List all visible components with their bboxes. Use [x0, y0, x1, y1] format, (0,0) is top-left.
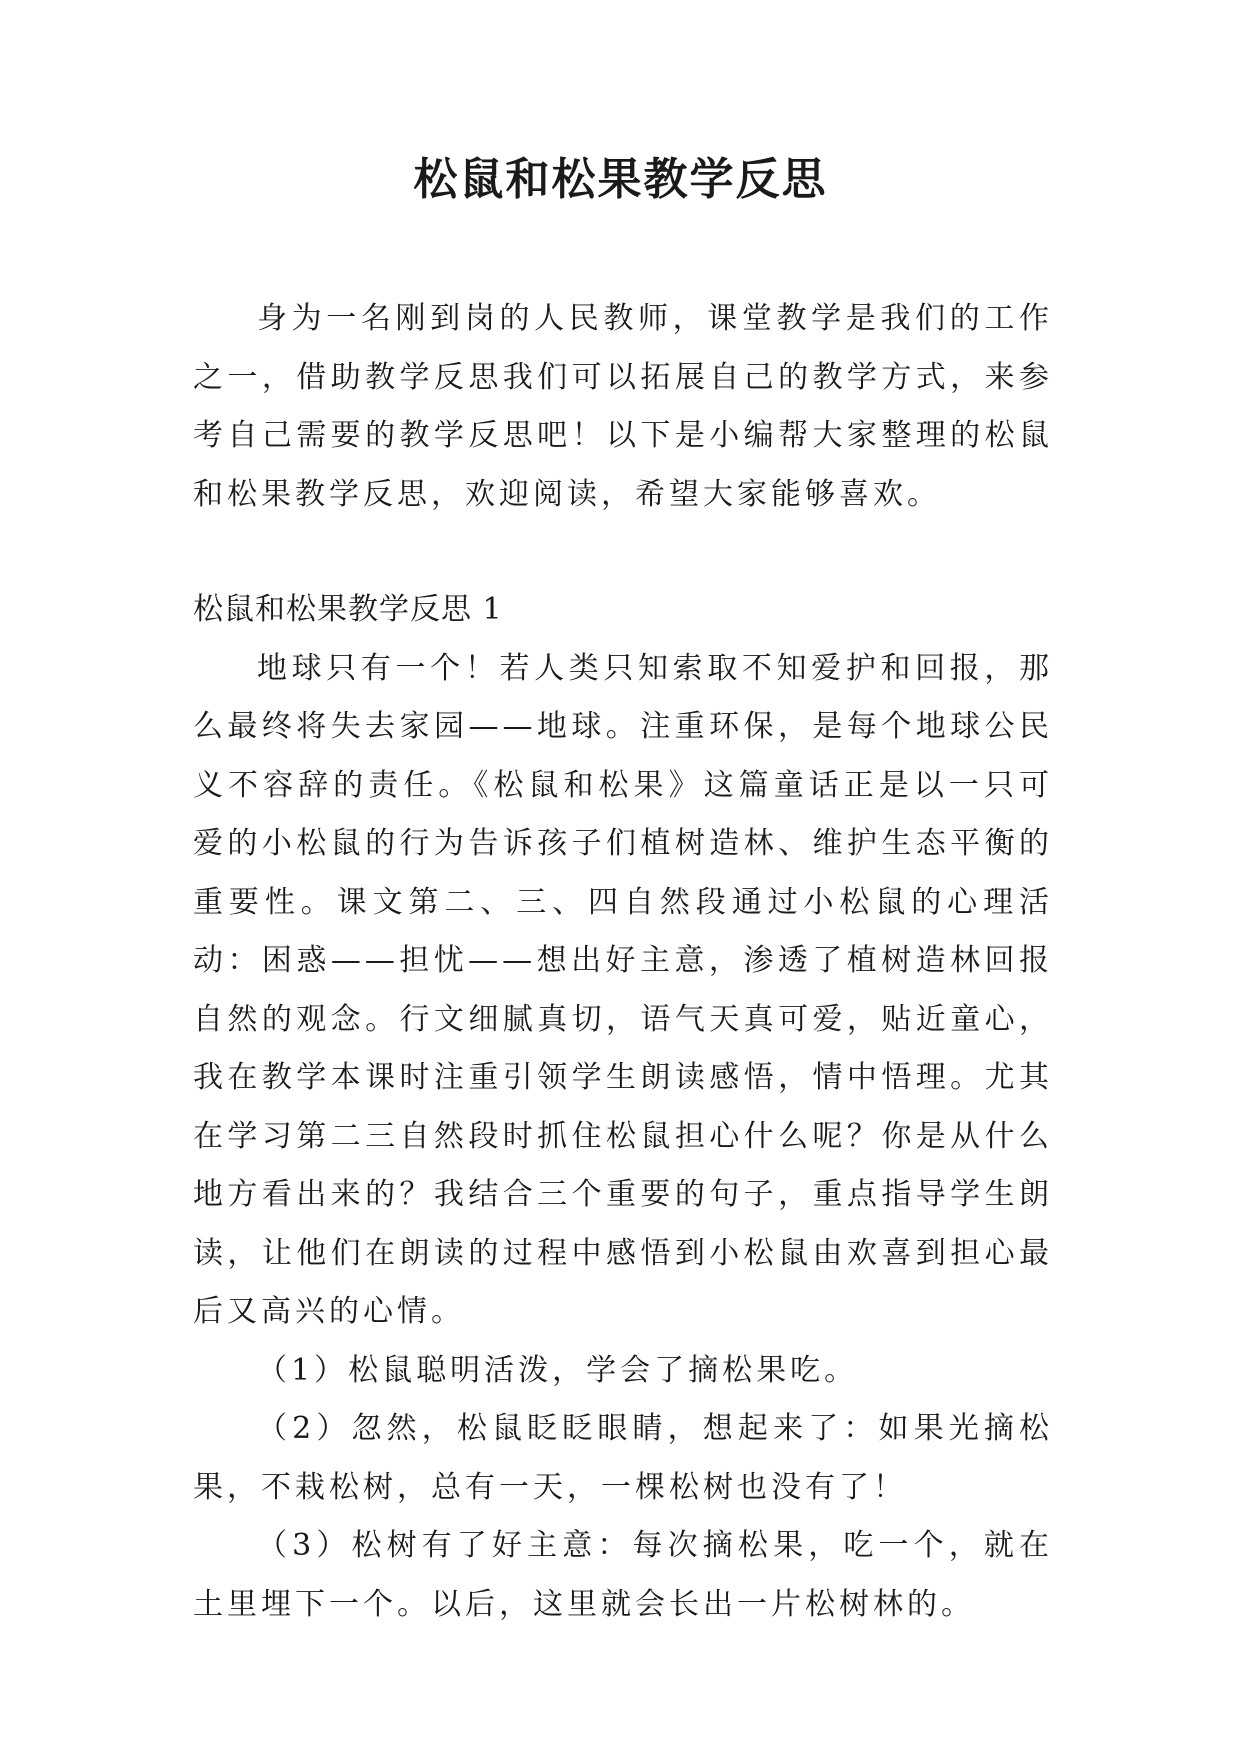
list-item: （1）松鼠聪明活泼，学会了摘松果吃。	[257, 1352, 859, 1388]
document-body	[193, 290, 1053, 1634]
list-item: （3）松树有了好主意：每次摘松果，吃一个，就在土里埋下一个。以后，这里就会长出一片松树林的。	[193, 1528, 1053, 1622]
section-paragraph: 地球只有一个！若人类只知索取不知爱护和回报，那么最终将失去家园——地球。注重环保，是每个地球公民义不容辞的责任。《松鼠和松果》这篇童话正是以一只可爱的小松鼠的行为告诉孩子们植树造林、维护生态平衡的重要性。课文第二、三、四自然段通过小松鼠的心理活动：困惑——担忧——想出好主意，渗透了植树造林回报自然的观念。行文细腻真切，语气天真可爱，贴近童心，我在教学本课时注重引领学生朗读感悟，情中悟理。尤其在学习第二三自然段时抓住松鼠担心什么呢？你是从什么地方看出来的？我结合三个重要的句子，重点指导学生朗读，让他们在朗读的过程中感悟到小松鼠由欢喜到担心最后又高兴的心情。	[193, 650, 1053, 1329]
intro-paragraph: 身为一名刚到岗的人民教师，课堂教学是我们的工作之一，借助教学反思我们可以拓展自己的教学方式，来参考自己需要的教学反思吧！以下是小编帮大家整理的松鼠和松果教学反思，欢迎阅读，希望大家能够喜欢。	[193, 301, 1053, 512]
list-item: （2）忽然，松鼠眨眨眼睛，想起来了：如果光摘松果，不栽松树，总有一天，一棵松树也没有了！	[193, 1411, 1053, 1505]
document-title: 松鼠和松果教学反思	[413, 154, 828, 205]
section-heading: 松鼠和松果教学反思 1	[193, 592, 503, 627]
